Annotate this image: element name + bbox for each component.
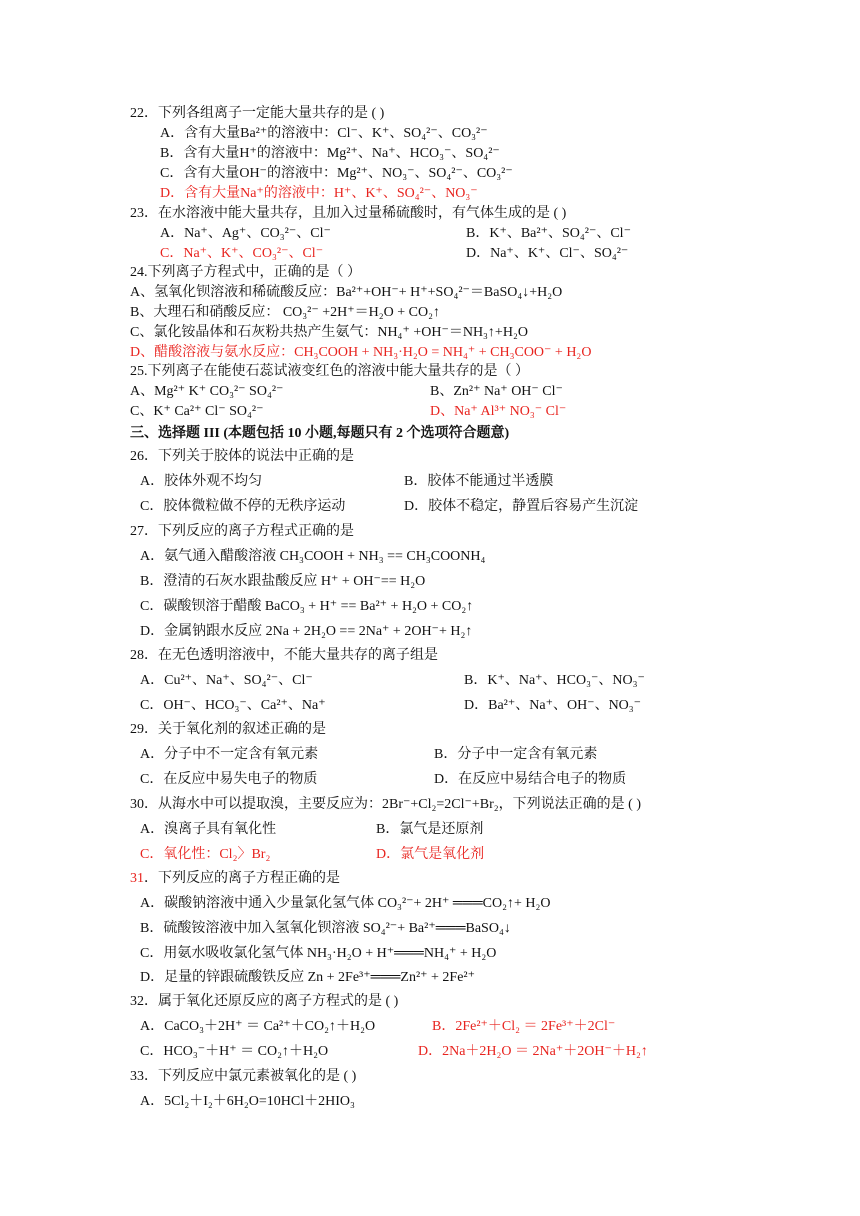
option-27c: C．碳酸钡溶于醋酸 BaCO₃ + H⁺ == Ba²⁺ + H₂O + CO₂↑ <box>140 599 474 614</box>
question-32: 32．属于氧化还原反应的离子方程式的是 ( ) <box>130 994 399 1009</box>
option-26c: C．胶体微粒做不停的无秩序运动 <box>140 499 346 514</box>
option-27a: A．氨气通入醋酸溶液 CH₃COOH + NH₃ == CH₃COONH₄ <box>140 549 486 564</box>
question-27: 27．下列反应的离子方程式正确的是 <box>130 524 354 539</box>
option-25a: A、Mg²⁺ K⁺ CO₃²⁻ SO₄²⁻ <box>130 384 284 399</box>
option-29c: C．在反应中易失电子的物质 <box>140 772 318 787</box>
question-29: 29．关于氧化剂的叙述正确的是 <box>130 722 326 737</box>
option-30d-answer: D．氯气是氧化剂 <box>376 847 485 862</box>
option-33a: A．5Cl₂＋I₂＋6H₂O=10HCl＋2HIO₃ <box>140 1094 355 1109</box>
question-33: 33．下列反应中氯元素被氧化的是 ( ) <box>130 1069 357 1084</box>
option-30b: B．氯气是还原剂 <box>376 822 484 837</box>
option-32b-answer: B．2Fe²⁺＋Cl₂ ＝ 2Fe³⁺＋2Cl⁻ <box>432 1019 616 1034</box>
option-23c-answer: C．Na⁺、K⁺、CO₃²⁻、Cl⁻ <box>160 246 324 261</box>
question-28: 28．在无色透明溶液中，不能大量共存的离子组是 <box>130 648 438 663</box>
option-29d: D．在反应中易结合电子的物质 <box>434 772 627 787</box>
option-28d: D．Ba²⁺、Na⁺、OH⁻、NO₃⁻ <box>464 698 642 713</box>
question-24: 24.下列离子方程式中，正确的是（ ） <box>130 265 361 280</box>
option-31d: D．足量的锌跟硫酸铁反应 Zn + 2Fe³⁺═══Zn²⁺ + 2Fe²⁺ <box>140 970 476 985</box>
option-24c: C、氯化铵晶体和石灰粉共热产生氨气：NH₄⁺ +OH⁻＝NH₃↑+H₂O <box>130 325 528 340</box>
option-24b: B、大理石和硝酸反应： CO₃²⁻ +2H⁺＝H₂O + CO₂↑ <box>130 305 440 320</box>
option-29a: A．分子中不一定含有氧元素 <box>140 747 319 762</box>
option-27b: B．澄清的石灰水跟盐酸反应 H⁺ + OH⁻== H₂O <box>140 574 426 589</box>
option-26d: D．胶体不稳定，静置后容易产生沉淀 <box>404 499 639 514</box>
option-22d-answer: D．含有大量Na⁺的溶液中：H⁺、K⁺、SO₄²⁻、NO₃⁻ <box>160 186 478 201</box>
option-23d: D．Na⁺、K⁺、Cl⁻、SO₄²⁻ <box>466 246 629 261</box>
option-31c: C．用氨水吸收氯化氢气体 NH₃·H₂O + H⁺═══NH₄⁺ + H₂O <box>140 946 497 961</box>
option-23a: A．Na⁺、Ag⁺、CO₃²⁻、Cl⁻ <box>160 226 331 241</box>
option-30c-answer: C．氧化性：Cl₂〉Br₂ <box>140 847 271 862</box>
option-29b: B．分子中一定含有氧元素 <box>434 747 598 762</box>
option-32c: C．HCO₃⁻＋H⁺ ＝ CO₂↑＋H₂O <box>140 1044 329 1059</box>
option-23b: B．K⁺、Ba²⁺、SO₄²⁻、Cl⁻ <box>466 226 631 241</box>
option-25c: C、K⁺ Ca²⁺ Cl⁻ SO₄²⁻ <box>130 404 264 419</box>
option-28a: A．Cu²⁺、Na⁺、SO₄²⁻、Cl⁻ <box>140 673 313 688</box>
question-26: 26．下列关于胶体的说法中正确的是 <box>130 449 354 464</box>
option-25d-answer: D、Na⁺ Al³⁺ NO₃⁻ Cl⁻ <box>430 404 567 419</box>
question-22: 22．下列各组离子一定能大量共存的是 ( ) <box>130 106 385 121</box>
option-28b: B．K⁺、Na⁺、HCO₃⁻、NO₃⁻ <box>464 673 645 688</box>
question-31 <box>130 869 340 889</box>
option-22c: C．含有大量OH⁻的溶液中：Mg²⁺、NO₃⁻、SO₄²⁻、CO₃²⁻ <box>160 166 513 181</box>
section-heading-3: 三、选择题 III (本题包括 10 小题,每题只有 2 个选项符合题意) <box>130 426 510 441</box>
question-31-number: 31 <box>130 871 144 886</box>
option-32d-answer: D．2Na＋2H₂O ＝ 2Na⁺＋2OH⁻＋H₂↑ <box>418 1044 648 1059</box>
question-25: 25.下列离子在能使石蕊试液变红色的溶液中能大量共存的是（ ） <box>130 364 529 379</box>
option-31b: B．硫酸铵溶液中加入氢氧化钡溶液 SO₄²⁻+ Ba²⁺═══BaSO₄↓ <box>140 921 511 936</box>
option-32a: A．CaCO₃＋2H⁺ ＝ Ca²⁺＋CO₂↑＋H₂O <box>140 1019 376 1034</box>
question-23: 23．在水溶液中能大量共存，且加入过量稀硫酸时，有气体生成的是 ( ) <box>130 206 567 221</box>
option-24d-answer: D、醋酸溶液与氨水反应：CH₃COOH + NH₃·H₂O = NH₄⁺ + CH₃COO⁻ + H₂O <box>130 345 592 360</box>
option-22b: B．含有大量H⁺的溶液中：Mg²⁺、Na⁺、HCO₃⁻、SO₄²⁻ <box>160 146 500 161</box>
question-31-text: ．下列反应的离子方程正确的是 <box>144 871 340 886</box>
option-24a: A、氢氧化钡溶液和稀硫酸反应：Ba²⁺+OH⁻+ H⁺+SO₄²⁻＝BaSO₄↓+H₂O <box>130 285 563 300</box>
option-26a: A．胶体外观不均匀 <box>140 474 263 489</box>
option-22a: A．含有大量Ba²⁺的溶液中：Cl⁻、K⁺、SO₄²⁻、CO₃²⁻ <box>160 126 488 141</box>
option-27d: D．金属钠跟水反应 2Na + 2H₂O == 2Na⁺ + 2OH⁻+ H₂↑ <box>140 624 473 639</box>
option-31a: A．碳酸钠溶液中通入少量氯化氢气体 CO₃²⁻+ 2H⁺ ═══CO₂↑+ H₂O <box>140 896 551 911</box>
option-30a: A．溴离子具有氧化性 <box>140 822 277 837</box>
option-25b: B、Zn²⁺ Na⁺ OH⁻ Cl⁻ <box>430 384 563 399</box>
option-28c: C．OH⁻、HCO₃⁻、Ca²⁺、Na⁺ <box>140 698 326 713</box>
question-30: 30．从海水中可以提取溴，主要反应为：2Br⁻+Cl₂=2Cl⁻+Br₂，下列说法正确的是 ( ) <box>130 797 642 812</box>
option-26b: B．胶体不能通过半透膜 <box>404 474 554 489</box>
